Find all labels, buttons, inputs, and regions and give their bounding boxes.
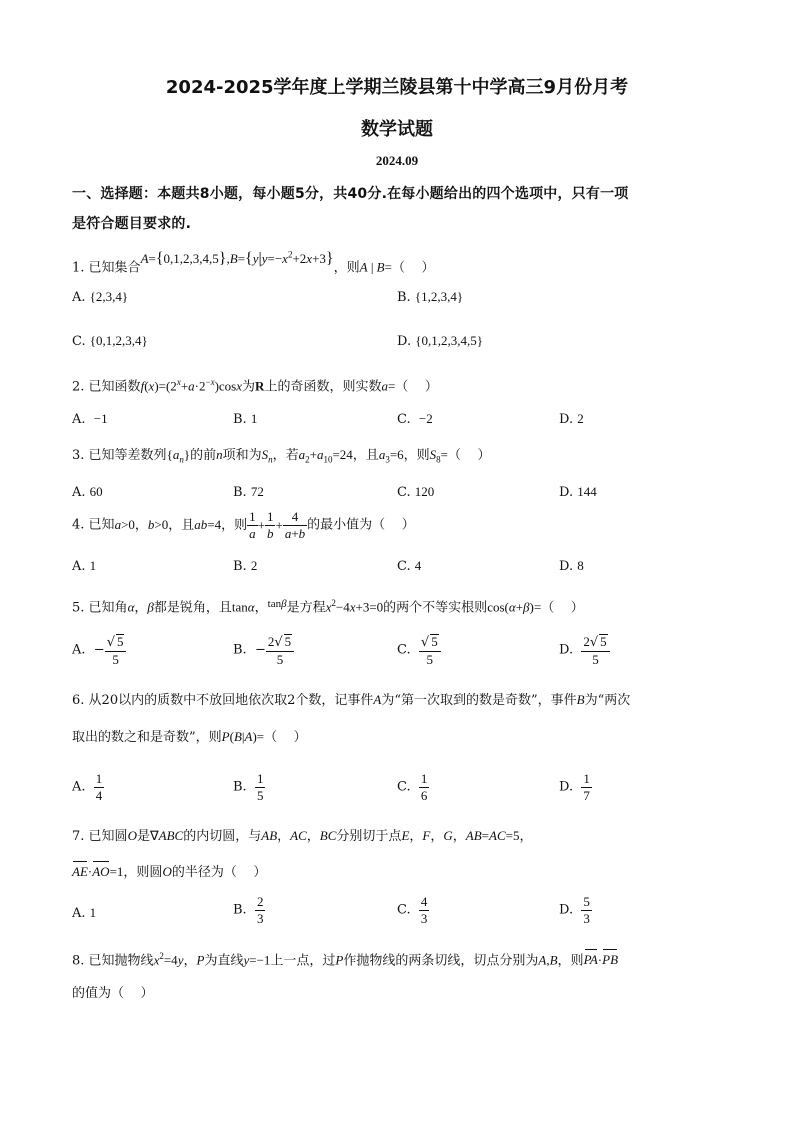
exam-subtitle: 数学试题 [361, 119, 433, 140]
question-stem: 已知集合 [88, 260, 141, 276]
option-4C: C. 4 [397, 558, 422, 574]
option-2A: A. −1 [72, 411, 108, 427]
option-3D: D. 144 [559, 484, 597, 500]
option-5D: D. $\frac{2√ 5}{5}$ [559, 634, 610, 667]
question-7: 7. 已知圆O是∇ABC的内切圆，与AB，AC，BC分别切于点E，F，G，AB=AC=5， [72, 828, 533, 844]
option-1C: C. {0,1,2,3,4} [72, 333, 148, 349]
option-3B: B. 72 [233, 484, 264, 500]
question-1: 1. 已知集合$A=\{0,1,2,3,4,5\},B=\{y|y=-x^2+2x+3\}$，则A | B=（ ） [72, 250, 435, 276]
question-6: 6. 从20以内的质数中不放回地依次取2个数，记事件A为“第一次取到的数是奇数”，事件B为“两次 [72, 692, 631, 708]
question-2: 2. 已知函数$f(x)=(2^x+a\cdot 2^{-x})\cos x$为R上的奇函数，则实数a=（ ） [72, 377, 438, 395]
option-1A: A. {2,3,4} [72, 289, 129, 305]
option-7D: D. $\frac{5}{3}$ [559, 894, 590, 926]
option-4D: D. 8 [559, 558, 584, 574]
option-7A: A. 1 [72, 905, 97, 921]
exam-date: 2024.09 [375, 153, 419, 168]
option-4B: B. 2 [233, 558, 258, 574]
option-1B: B. {1,2,3,4} [397, 289, 464, 305]
option-2D: D. 2 [559, 411, 584, 427]
question-7-cont: AE·AO=1，则圆O的半径为（ ） [72, 864, 267, 880]
question-8-cont: 的值为（ ） [72, 986, 154, 1001]
option-1D: D. {0,1,2,3,4,5} [397, 333, 483, 349]
option-6A: A. $\frac{1}{4}$ [72, 771, 103, 803]
question-8: 8. 已知抛物线$x^2=4y$，P为直线y=−1上一点，过P作抛物线的两条切线，切点分别为A,B，则PA·PB [72, 951, 619, 969]
question-number: 1. [72, 260, 85, 276]
math-expression: $A=\{0,1,2,3,4,5\},B=\{y|y=-x^2+2x+3\}$ [140, 250, 334, 268]
question-5: 5. 已知角α，β都是锐角，且tanα，$^{tan\beta}$是方程$x^2-4x+3=0$的两个不等实根则cos(α+β)=（ ） [72, 598, 584, 616]
option-6D: D. $\frac{1}{7}$ [559, 771, 590, 803]
section-heading: 一、选择题：本题共8小题，每小题5分，共40分.在每小题给出的四个选项中，只有一项 [72, 186, 629, 202]
option-5A: A. − $\frac{√ 5}{5}$ [72, 634, 126, 667]
option-7B: B. $\frac{2}{3}$ [233, 894, 264, 926]
option-5B: B. − $\frac{2√ 5}{5}$ [233, 634, 294, 667]
question-3: 3. 已知等差数列$\{a_n\}$的前n项和为$S_n$，若$a_2+a_{10}=24$，且$a_3=6$，则$S_8=$（ ） [72, 447, 491, 465]
question-4: 4. 已知a>0，b>0，且ab=4，则 $\frac{1}{a}$ + $\frac{1}{b}$ + $\frac{4}{a+b}$ 的最小值为（ ） [72, 509, 415, 541]
option-7C: C. $\frac{4}{3}$ [397, 894, 428, 926]
exam-title: 2024-2025学年度上学期兰陵县第十中学高三9月份月考 [165, 77, 629, 98]
question-6-cont: 取出的数之和是奇数”，则P(B|A)=（ ） [72, 729, 307, 745]
option-5C: C. $\frac{√ 5}{5}$ [397, 634, 441, 667]
section-heading-cont: 是符合题目要求的. [72, 216, 192, 232]
option-2C: C. −2 [397, 411, 433, 427]
option-4A: A. 1 [72, 558, 97, 574]
option-2B: B. 1 [233, 411, 258, 427]
option-3C: C. 120 [397, 484, 435, 500]
option-6B: B. $\frac{1}{5}$ [233, 771, 264, 803]
option-3A: A. 60 [72, 484, 103, 500]
option-6C: C. $\frac{1}{6}$ [397, 771, 428, 803]
